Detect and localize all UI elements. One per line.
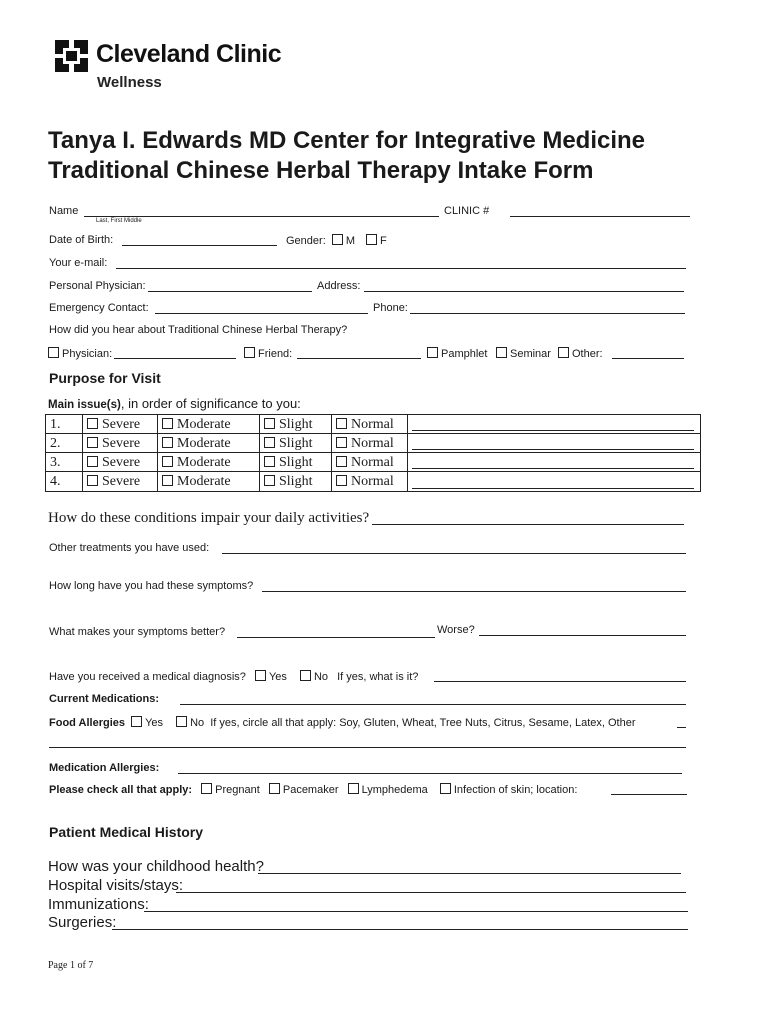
- emergency-contact-field[interactable]: [155, 313, 368, 314]
- diagnosis-field[interactable]: [434, 681, 686, 682]
- other-treatments-label: Other treatments you have used:: [49, 542, 210, 554]
- phone-field[interactable]: [410, 313, 685, 314]
- issue-slight-checkbox[interactable]: [264, 475, 275, 486]
- issue-description-field[interactable]: [412, 468, 694, 469]
- issue-row: [46, 434, 700, 453]
- issue-moderate-cell: [158, 434, 260, 453]
- worse-label: Worse?: [437, 624, 475, 636]
- name-hint: Last, First Middle: [96, 218, 142, 224]
- how-long-field[interactable]: [262, 591, 686, 592]
- lymphedema-label: Lymphedema: [361, 784, 428, 796]
- surgeries-label: Surgeries:: [48, 914, 117, 931]
- issue-moderate-label: Moderate: [177, 417, 231, 432]
- check-all-row: [49, 783, 577, 796]
- hear-physician-option: [48, 347, 112, 360]
- page-number: Page 1 of 7: [48, 960, 94, 971]
- hear-pamphlet-checkbox[interactable]: [427, 347, 438, 358]
- cleveland-clinic-logo-icon: [55, 40, 88, 72]
- impair-question: How do these conditions impair your daily activities?: [48, 510, 370, 526]
- issue-moderate-label: Moderate: [177, 455, 231, 470]
- issue-description-field[interactable]: [412, 430, 694, 431]
- diagnosis-question: [49, 670, 418, 683]
- how-long-label: How long have you had these symptoms?: [49, 580, 254, 592]
- medication-allergies-label: Medication Allergies:: [49, 762, 160, 774]
- issue-row: [46, 453, 700, 472]
- gender-female-checkbox[interactable]: [366, 234, 377, 245]
- infection-checkbox[interactable]: [440, 783, 451, 794]
- current-medications-field[interactable]: [180, 704, 686, 705]
- issue-severe-label: Severe: [102, 474, 141, 489]
- issue-normal-checkbox[interactable]: [336, 456, 347, 467]
- gender-label: [286, 234, 387, 247]
- issue-slight-cell: [260, 472, 332, 491]
- hear-seminar-option: [496, 347, 551, 360]
- issue-normal-cell: [332, 472, 408, 491]
- dob-field[interactable]: [122, 245, 277, 246]
- food-allergies-no-label: No: [190, 717, 205, 729]
- gender-female-label: F: [380, 235, 387, 247]
- hospital-visits-field[interactable]: [176, 892, 686, 893]
- issue-severe-checkbox[interactable]: [87, 418, 98, 429]
- history-heading: Patient Medical History: [49, 824, 204, 840]
- issue-normal-label: Normal: [351, 417, 394, 432]
- diagnosis-if-yes-label: If yes, what is it?: [337, 671, 419, 683]
- address-label: Address:: [317, 280, 361, 292]
- hear-seminar-checkbox[interactable]: [496, 347, 507, 358]
- food-allergies-yes-checkbox[interactable]: [131, 716, 142, 727]
- issue-moderate-cell: [158, 415, 260, 434]
- issue-slight-checkbox[interactable]: [264, 418, 275, 429]
- form-title-line-2: Traditional Chinese Herbal Therapy Intake Form: [48, 157, 594, 184]
- issue-moderate-checkbox[interactable]: [162, 418, 173, 429]
- issue-row: [46, 472, 700, 491]
- infection-label: Infection of skin; location:: [453, 784, 578, 796]
- brand-name: Cleveland Clinic: [96, 40, 282, 68]
- issue-moderate-checkbox[interactable]: [162, 456, 173, 467]
- surgeries-field[interactable]: [112, 929, 688, 930]
- medication-allergies-field[interactable]: [178, 773, 682, 774]
- issue-normal-label: Normal: [351, 474, 394, 489]
- issue-slight-label: Slight: [279, 474, 313, 489]
- hear-physician-checkbox[interactable]: [48, 347, 59, 358]
- hear-friend-field[interactable]: [297, 358, 421, 359]
- name-label: Name: [49, 205, 79, 217]
- hear-friend-option: [244, 347, 292, 360]
- issue-moderate-cell: [158, 453, 260, 472]
- hear-other-option: [558, 347, 603, 360]
- issue-normal-checkbox[interactable]: [336, 418, 347, 429]
- issue-normal-cell: [332, 434, 408, 453]
- issue-num-cell: [46, 434, 83, 453]
- gender-male-label: M: [345, 235, 355, 247]
- issue-description-field[interactable]: [412, 488, 694, 489]
- issue-severe-label: Severe: [102, 455, 141, 470]
- immunizations-label: Immunizations:: [48, 896, 149, 913]
- issue-num-cell: [46, 472, 83, 491]
- issue-severe-cell: [83, 453, 158, 472]
- issue-normal-label: Normal: [351, 455, 394, 470]
- impair-field[interactable]: [372, 524, 684, 525]
- better-field[interactable]: [237, 637, 435, 638]
- main-issues-label: [48, 396, 301, 411]
- name-field[interactable]: [84, 216, 439, 217]
- issue-moderate-checkbox[interactable]: [162, 475, 173, 486]
- issue-slight-cell: [260, 434, 332, 453]
- issue-severe-label: Severe: [102, 436, 141, 451]
- hear-pamphlet-label: Pamphlet: [441, 348, 488, 360]
- issue-normal-checkbox[interactable]: [336, 437, 347, 448]
- food-allergies-extra-field[interactable]: [49, 747, 686, 748]
- hear-seminar-label: Seminar: [510, 348, 551, 360]
- worse-field[interactable]: [479, 635, 686, 636]
- pacemaker-label: Pacemaker: [282, 784, 339, 796]
- issue-slight-label: Slight: [279, 455, 313, 470]
- issue-severe-cell: [83, 434, 158, 453]
- issue-severe-checkbox[interactable]: [87, 456, 98, 467]
- issue-num-label: 3.: [50, 455, 61, 470]
- clinic-number-field[interactable]: [510, 216, 690, 217]
- issue-severe-checkbox[interactable]: [87, 437, 98, 448]
- hear-physician-label: Physician:: [62, 348, 113, 360]
- diagnosis-no-label: No: [313, 671, 329, 683]
- food-allergies-options: If yes, circle all that apply: Soy, Gluten, Wheat, Tree Nuts, Citrus, Sesame, Latex, Other: [210, 717, 636, 729]
- check-all-label: Please check all that apply:: [49, 784, 193, 796]
- issue-slight-label: Slight: [279, 417, 313, 432]
- address-field[interactable]: [364, 291, 684, 292]
- issue-moderate-checkbox[interactable]: [162, 437, 173, 448]
- form-title-line-1: Tanya I. Edwards MD Center for Integrative Medicine: [48, 127, 646, 154]
- issue-moderate-label: Moderate: [177, 436, 231, 451]
- hear-friend-label: Friend:: [258, 348, 293, 360]
- issue-slight-cell: [260, 415, 332, 434]
- physician-label: Personal Physician:: [49, 280, 146, 292]
- pacemaker-checkbox[interactable]: [269, 783, 280, 794]
- issue-num-label: 2.: [50, 436, 61, 451]
- issue-slight-label: Slight: [279, 436, 313, 451]
- hear-pamphlet-option: [427, 347, 487, 360]
- diagnosis-yes-checkbox[interactable]: [255, 670, 266, 681]
- issue-moderate-cell: [158, 472, 260, 491]
- issue-severe-cell: [83, 472, 158, 491]
- issue-severe-checkbox[interactable]: [87, 475, 98, 486]
- better-label: What makes your symptoms better?: [49, 626, 226, 638]
- pregnant-label: Pregnant: [215, 784, 260, 796]
- infection-location-field[interactable]: [611, 794, 687, 795]
- main-issues-table: [45, 414, 701, 492]
- physician-field[interactable]: [148, 291, 312, 292]
- food-allergies-label: Food Allergies: [49, 717, 125, 729]
- issue-num-cell: [46, 453, 83, 472]
- main-issues-bold: Main issue(s): [48, 399, 121, 411]
- issue-num-label: 4.: [50, 474, 61, 489]
- immunizations-field[interactable]: [144, 911, 688, 912]
- current-medications-label: Current Medications:: [49, 693, 160, 705]
- diagnosis-no-checkbox[interactable]: [300, 670, 311, 681]
- issue-normal-label: Normal: [351, 436, 394, 451]
- issue-slight-checkbox[interactable]: [264, 456, 275, 467]
- food-allergies-no-checkbox[interactable]: [176, 716, 187, 727]
- childhood-health-field[interactable]: [258, 873, 681, 874]
- childhood-health-label: How was your childhood health?: [48, 858, 264, 875]
- clinic-number-label: CLINIC #: [444, 205, 490, 217]
- food-allergies-question: [49, 716, 636, 729]
- issue-moderate-label: Moderate: [177, 474, 231, 489]
- issue-slight-cell: [260, 453, 332, 472]
- purpose-heading: Purpose for Visit: [49, 370, 161, 386]
- brand-subtitle: Wellness: [97, 74, 162, 91]
- hear-other-label: Other:: [572, 348, 603, 360]
- issue-severe-label: Severe: [102, 417, 141, 432]
- issue-num-cell: [46, 415, 83, 434]
- email-field[interactable]: [116, 268, 686, 269]
- gender-text: Gender:: [286, 235, 326, 247]
- dob-label: Date of Birth:: [49, 234, 114, 246]
- issue-num-label: 1.: [50, 417, 61, 432]
- issue-description-field[interactable]: [412, 449, 694, 450]
- issue-severe-cell: [83, 415, 158, 434]
- main-issues-rest: , in order of significance to you:: [120, 396, 301, 411]
- issue-normal-cell: [332, 415, 408, 434]
- emergency-contact-label: Emergency Contact:: [49, 302, 149, 314]
- issue-slight-checkbox[interactable]: [264, 437, 275, 448]
- diagnosis-yes-label: Yes: [268, 671, 287, 683]
- food-allergies-yes-label: Yes: [145, 717, 164, 729]
- diagnosis-text: Have you received a medical diagnosis?: [49, 671, 246, 683]
- food-allergies-other-field[interactable]: [677, 727, 686, 728]
- lymphedema-checkbox[interactable]: [348, 783, 359, 794]
- other-treatments-field[interactable]: [222, 553, 686, 554]
- issue-normal-cell: [332, 453, 408, 472]
- email-label: Your e-mail:: [49, 257, 108, 269]
- hear-other-checkbox[interactable]: [558, 347, 569, 358]
- hear-other-field[interactable]: [612, 358, 684, 359]
- issue-normal-checkbox[interactable]: [336, 475, 347, 486]
- hear-physician-field[interactable]: [114, 358, 236, 359]
- phone-label: Phone:: [373, 302, 408, 314]
- gender-male-checkbox[interactable]: [332, 234, 343, 245]
- issue-row: [46, 415, 700, 434]
- hear-friend-checkbox[interactable]: [244, 347, 255, 358]
- pregnant-checkbox[interactable]: [201, 783, 212, 794]
- hospital-visits-label: Hospital visits/stays:: [48, 877, 184, 894]
- hear-about-question: How did you hear about Traditional Chinese Herbal Therapy?: [49, 324, 348, 336]
